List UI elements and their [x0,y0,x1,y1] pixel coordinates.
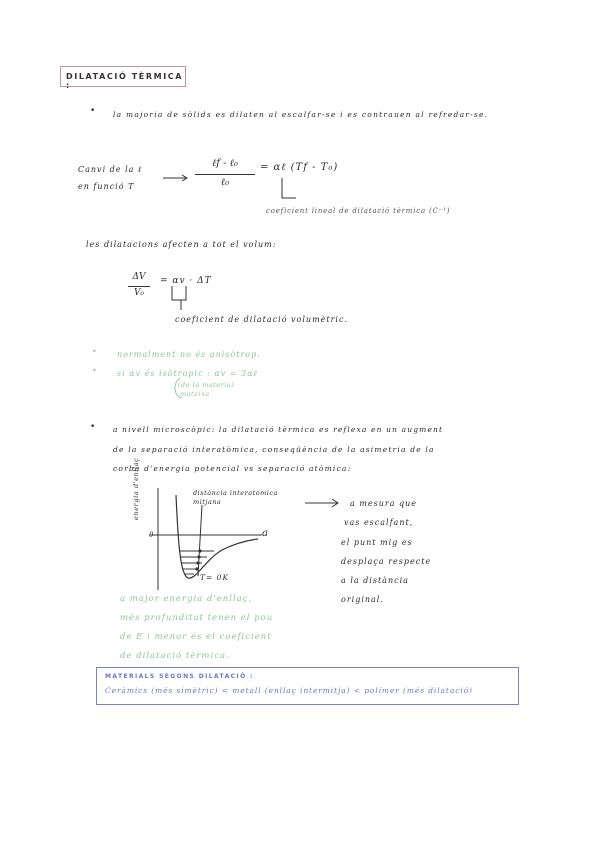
materials-box-title: MATERIALS SEGONS DILATACIÓ : [105,673,254,680]
linear-label-line1: Canvi de la ℓ [78,165,143,174]
green-text-line: de E i menor és el coeficient [120,632,272,642]
materials-box [96,667,519,705]
volume-coef-label: coeficient de dilatació volumètric. [175,315,349,324]
linear-numerator: ℓf - ℓ₀ [212,158,238,169]
mid-point [195,567,198,570]
volume-numerator: ΔV [132,272,146,282]
mid-point [197,555,200,558]
linear-denominator: ℓ₀ [220,177,230,188]
green-dot-1: • [92,347,98,356]
volume-denominator: V₀ [133,288,145,298]
side-text-line: a la distància [341,576,409,585]
green-text-line: de dilatació tèrmica. [120,651,230,661]
materials-box-content: Ceràmics (més simètric) < metall (enllaç intermitja) < polímer (més dilatació) [105,686,473,695]
note-anisotropic: normalment no és anisòtrop. [117,350,261,359]
note-sub-line1: (de la materia) [178,381,235,389]
linear-label-line2: en funció T [78,182,135,191]
bullet-dot: • [90,106,96,116]
bullet-dot-2: • [90,422,96,432]
micro-line1: a nivell microscòpic: la dilatació tèrmica es reflexa en un augment [113,425,444,434]
volume-sentence: les dilatacions afecten a tot el volum: [86,240,277,249]
green-text-line: més profunditat tenen el pou [120,613,274,623]
annotation-line2: mitjana [193,498,222,506]
side-text-line: el punt mig es [341,538,413,547]
volume-rhs: = αv · ΔT [160,276,212,286]
green-dot-2: • [92,366,98,375]
micro-line3: corba d'energia potencial vs separació atòmica: [113,464,352,473]
annotation-line1: distància interatòmica [193,489,278,497]
side-text-line: a mesura que [350,499,418,508]
side-text-line: vas escalfant, [344,518,414,527]
micro-line2: de la separació interatòmica, conseqüència de la asimetria de la [113,445,435,454]
origin-label: 0 [149,531,155,539]
volume-bracket [172,286,186,300]
linear-bracket [282,178,296,198]
temperature-label: T= 0K [200,573,230,582]
mid-point [198,549,201,552]
side-text-line: original. [341,595,384,604]
intro-text: la majoria de sòlids es dilaten al escalfar-se i es contrauen al refredar-se. [113,110,489,119]
mid-point [196,561,199,564]
linear-coef-label: coeficient lineal de dilatació tèrmica (C⁻¹) [266,207,451,215]
potential-curve [176,495,258,578]
side-text-line: desplaça respecte [341,557,432,566]
green-text-line: a major energia d'enllaç, [120,594,253,604]
x-axis-label: a [262,528,269,539]
green-paren [175,378,182,398]
linear-rhs: = αℓ (Tf - T₀) [260,162,339,173]
mean-distance-line [198,505,202,576]
note-sub-line2: mateixa [180,390,210,398]
page-title: DILATACIÓ TÈRMICA : [66,72,184,90]
note-isotropic: si αv és isòtropic : αv = 3αℓ [117,369,258,378]
y-axis-label: energia d'enllaç [132,457,140,520]
